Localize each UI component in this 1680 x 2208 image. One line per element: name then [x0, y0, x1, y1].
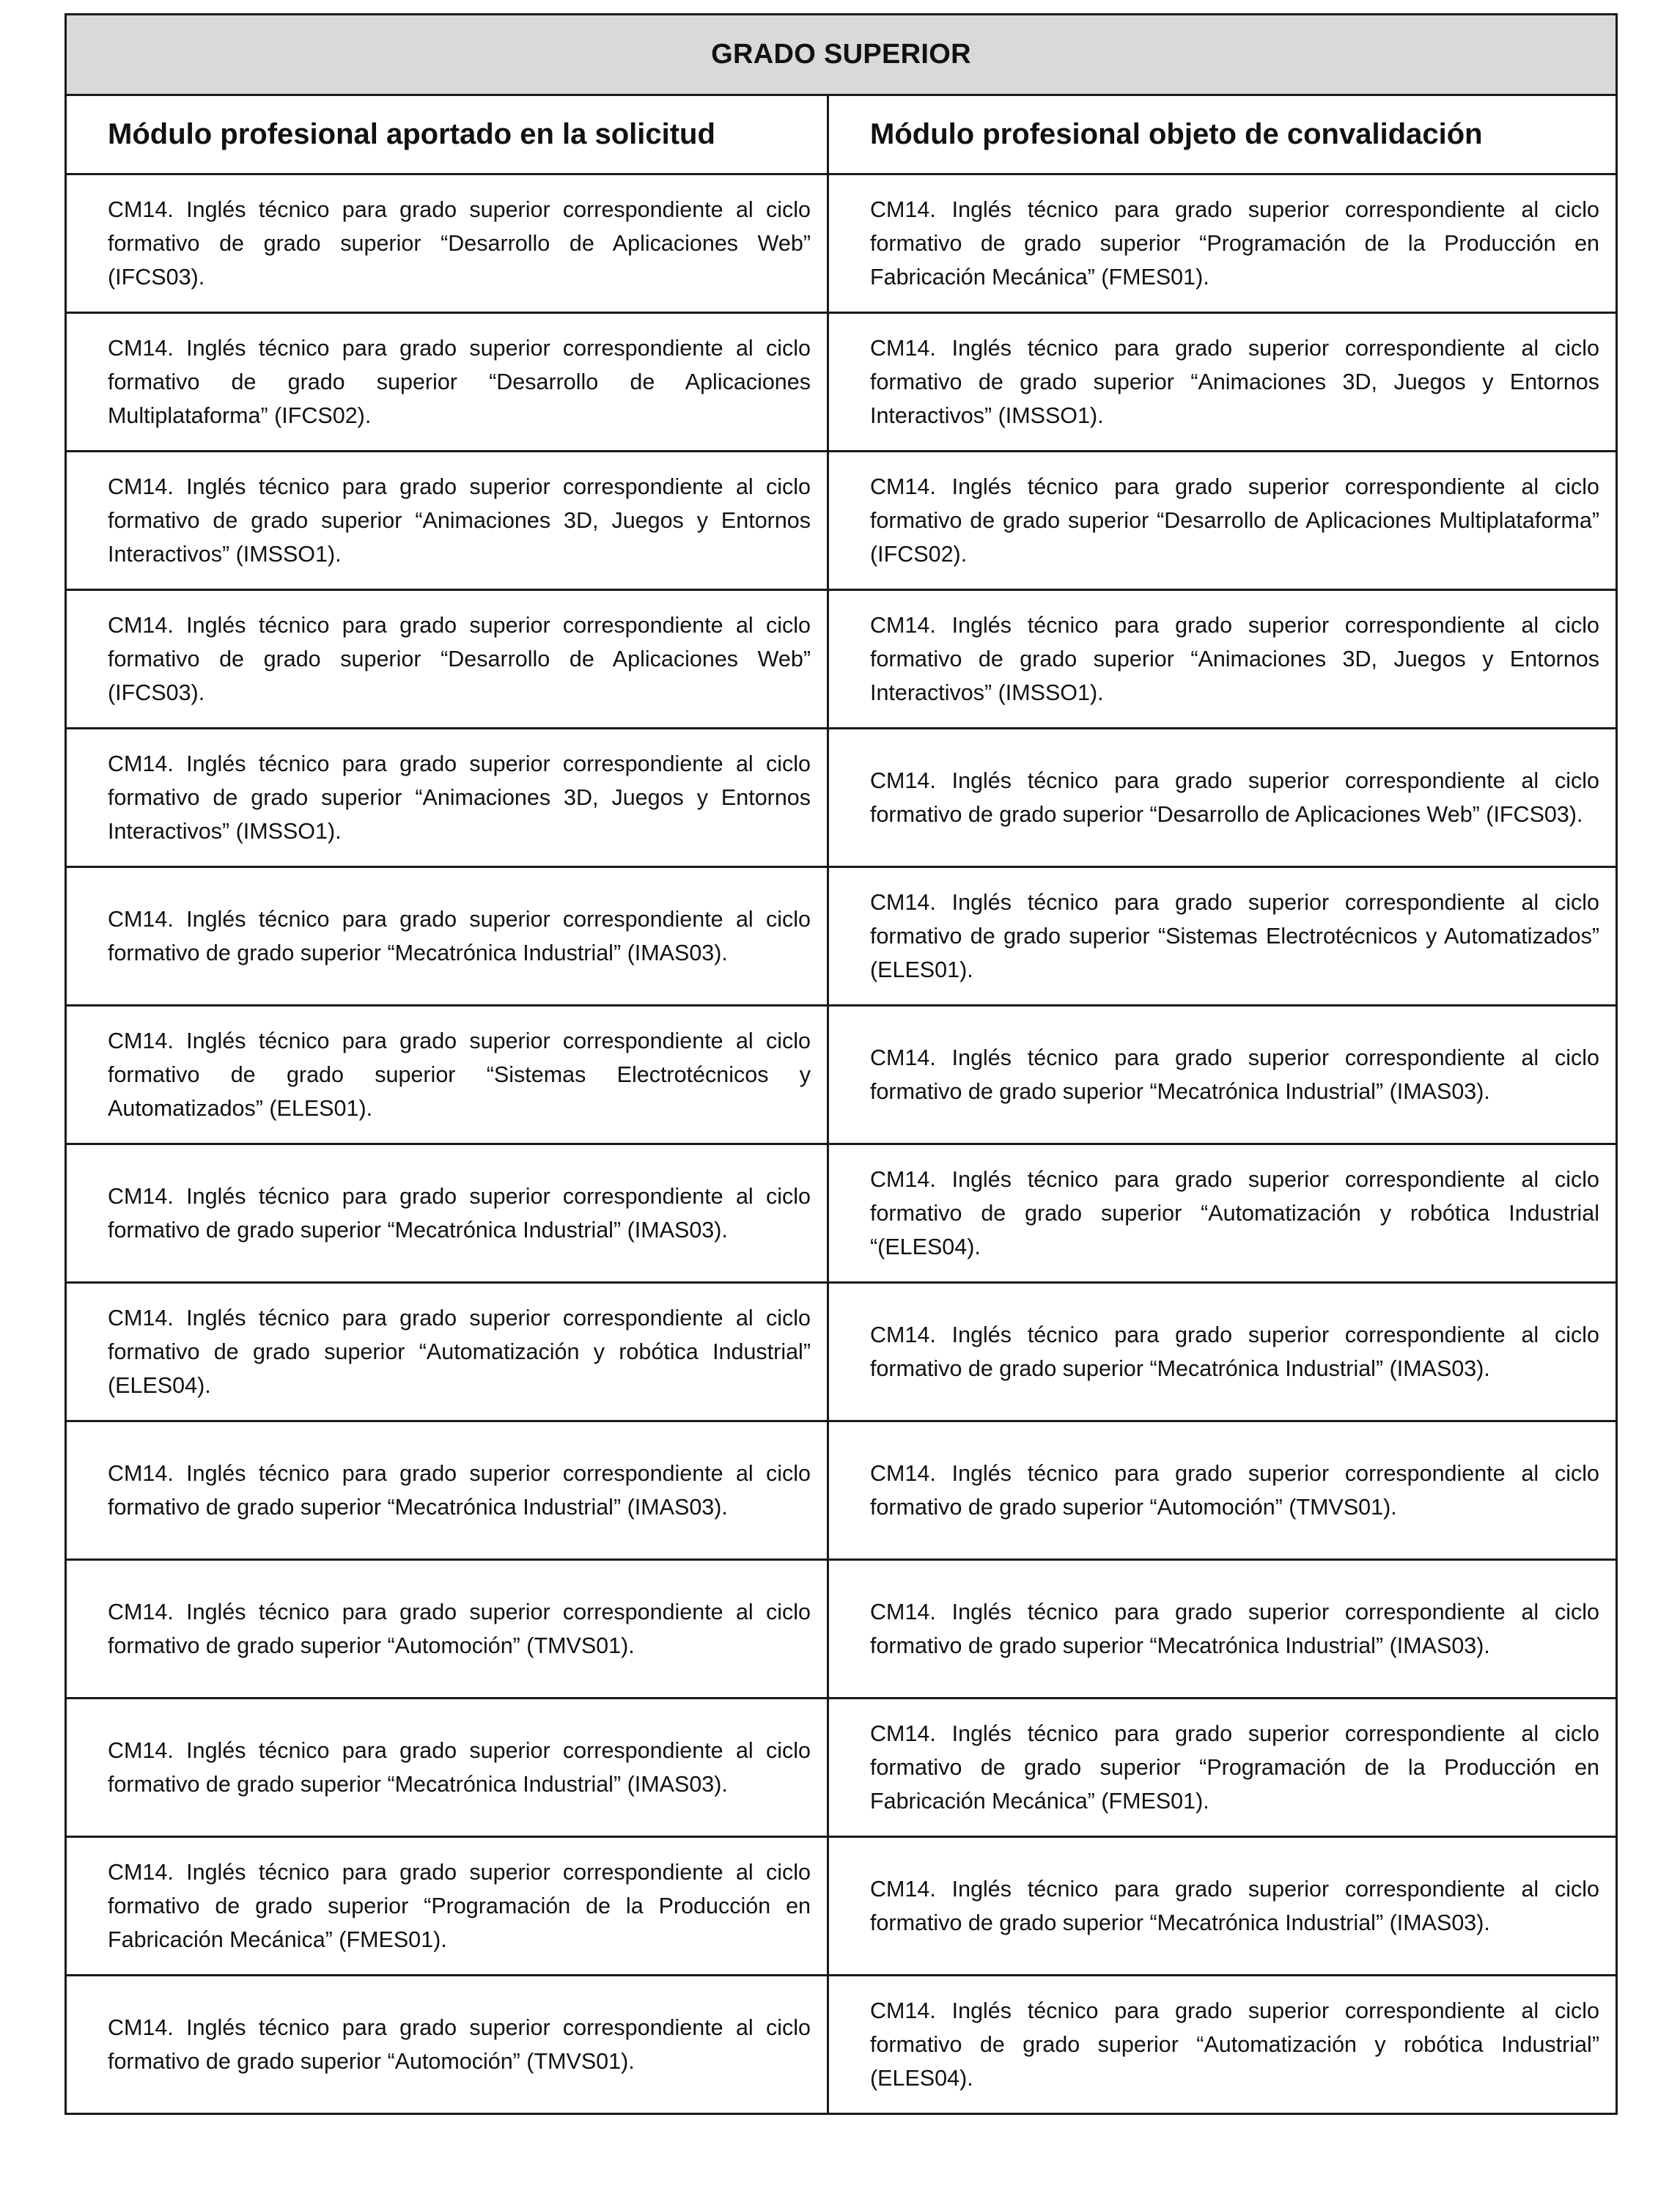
provided-module-cell: CM14. Inglés técnico para grado superior correspondiente al ciclo formativo de grado superior “Mecatrónica Industrial” (IMAS03). [66, 1144, 828, 1283]
convalidated-module-cell: CM14. Inglés técnico para grado superior correspondiente al ciclo formativo de grado superior “Mecatrónica Industrial” (IMAS03). [828, 1006, 1617, 1144]
provided-module-cell: CM14. Inglés técnico para grado superior correspondiente al ciclo formativo de grado superior “Automoción” (TMVS01). [66, 1560, 828, 1699]
convalidated-module-cell: CM14. Inglés técnico para grado superior correspondiente al ciclo formativo de grado superior “Animaciones 3D, Juegos y Entornos Interactivos” (IMSSO1). [828, 313, 1617, 452]
provided-module-cell: CM14. Inglés técnico para grado superior correspondiente al ciclo formativo de grado superior “Automoción” (TMVS01). [66, 1976, 828, 2114]
convalidated-module-cell: CM14. Inglés técnico para grado superior correspondiente al ciclo formativo de grado superior “Mecatrónica Industrial” (IMAS03). [828, 1837, 1617, 1976]
provided-module-cell: CM14. Inglés técnico para grado superior correspondiente al ciclo formativo de grado superior “Sistemas Electrotécnicos y Automatizados” (ELES01). [66, 1006, 828, 1144]
table-row [66, 1283, 1617, 1421]
table-row [66, 1421, 1617, 1560]
provided-module-cell: CM14. Inglés técnico para grado superior correspondiente al ciclo formativo de grado superior “Animaciones 3D, Juegos y Entornos Interactivos” (IMSSO1). [66, 729, 828, 867]
table-title-row [66, 15, 1617, 95]
provided-module-cell: CM14. Inglés técnico para grado superior correspondiente al ciclo formativo de grado superior “Desarrollo de Aplicaciones Multiplataforma” (IFCS02). [66, 313, 828, 452]
provided-module-cell: CM14. Inglés técnico para grado superior correspondiente al ciclo formativo de grado superior “Programación de la Producción en Fabricación Mecánica” (FMES01). [66, 1837, 828, 1976]
table-title: GRADO SUPERIOR [66, 15, 1617, 95]
table-row [66, 1144, 1617, 1283]
convalidated-module-cell: CM14. Inglés técnico para grado superior correspondiente al ciclo formativo de grado superior “Programación de la Producción en Fabricación Mecánica” (FMES01). [828, 174, 1617, 313]
provided-module-cell: CM14. Inglés técnico para grado superior correspondiente al ciclo formativo de grado superior “Mecatrónica Industrial” (IMAS03). [66, 1699, 828, 1837]
header-provided-module: Módulo profesional aportado en la solicitud [66, 95, 828, 174]
convalidated-module-cell: CM14. Inglés técnico para grado superior correspondiente al ciclo formativo de grado superior “Desarrollo de Aplicaciones Multiplataforma” (IFCS02). [828, 452, 1617, 590]
table-row [66, 1976, 1617, 2114]
provided-module-cell: CM14. Inglés técnico para grado superior correspondiente al ciclo formativo de grado superior “Mecatrónica Industrial” (IMAS03). [66, 1421, 828, 1560]
table-row [66, 452, 1617, 590]
provided-module-cell: CM14. Inglés técnico para grado superior correspondiente al ciclo formativo de grado superior “Desarrollo de Aplicaciones Web” (IFCS03). [66, 590, 828, 729]
table-row [66, 729, 1617, 867]
provided-module-cell: CM14. Inglés técnico para grado superior correspondiente al ciclo formativo de grado superior “Automatización y robótica Industrial” (ELES04). [66, 1283, 828, 1421]
table-header-row [66, 95, 1617, 174]
convalidated-module-cell: CM14. Inglés técnico para grado superior correspondiente al ciclo formativo de grado superior “Automoción” (TMVS01). [828, 1421, 1617, 1560]
convalidated-module-cell: CM14. Inglés técnico para grado superior correspondiente al ciclo formativo de grado superior “Automatización y robótica Industrial “(ELES04). [828, 1144, 1617, 1283]
convalidated-module-cell: CM14. Inglés técnico para grado superior correspondiente al ciclo formativo de grado superior “Mecatrónica Industrial” (IMAS03). [828, 1560, 1617, 1699]
provided-module-cell: CM14. Inglés técnico para grado superior correspondiente al ciclo formativo de grado superior “Desarrollo de Aplicaciones Web” (IFCS03). [66, 174, 828, 313]
convalidated-module-cell: CM14. Inglés técnico para grado superior correspondiente al ciclo formativo de grado superior “Desarrollo de Aplicaciones Web” (IFCS03). [828, 729, 1617, 867]
convalidation-table [65, 13, 1618, 2115]
header-convalidated-module: Módulo profesional objeto de convalidación [828, 95, 1617, 174]
table-row [66, 313, 1617, 452]
table-row [66, 1699, 1617, 1837]
convalidated-module-cell: CM14. Inglés técnico para grado superior correspondiente al ciclo formativo de grado superior “Animaciones 3D, Juegos y Entornos Interactivos” (IMSSO1). [828, 590, 1617, 729]
convalidated-module-cell: CM14. Inglés técnico para grado superior correspondiente al ciclo formativo de grado superior “Automatización y robótica Industrial” (ELES04). [828, 1976, 1617, 2114]
convalidated-module-cell: CM14. Inglés técnico para grado superior correspondiente al ciclo formativo de grado superior “Mecatrónica Industrial” (IMAS03). [828, 1283, 1617, 1421]
provided-module-cell: CM14. Inglés técnico para grado superior correspondiente al ciclo formativo de grado superior “Animaciones 3D, Juegos y Entornos Interactivos” (IMSSO1). [66, 452, 828, 590]
table-row [66, 1560, 1617, 1699]
table-row [66, 174, 1617, 313]
table-row [66, 1006, 1617, 1144]
table-row [66, 1837, 1617, 1976]
table-row [66, 867, 1617, 1006]
provided-module-cell: CM14. Inglés técnico para grado superior correspondiente al ciclo formativo de grado superior “Mecatrónica Industrial” (IMAS03). [66, 867, 828, 1006]
table-row [66, 590, 1617, 729]
convalidated-module-cell: CM14. Inglés técnico para grado superior correspondiente al ciclo formativo de grado superior “Programación de la Producción en Fabricación Mecánica” (FMES01). [828, 1699, 1617, 1837]
convalidated-module-cell: CM14. Inglés técnico para grado superior correspondiente al ciclo formativo de grado superior “Sistemas Electrotécnicos y Automatizados” (ELES01). [828, 867, 1617, 1006]
